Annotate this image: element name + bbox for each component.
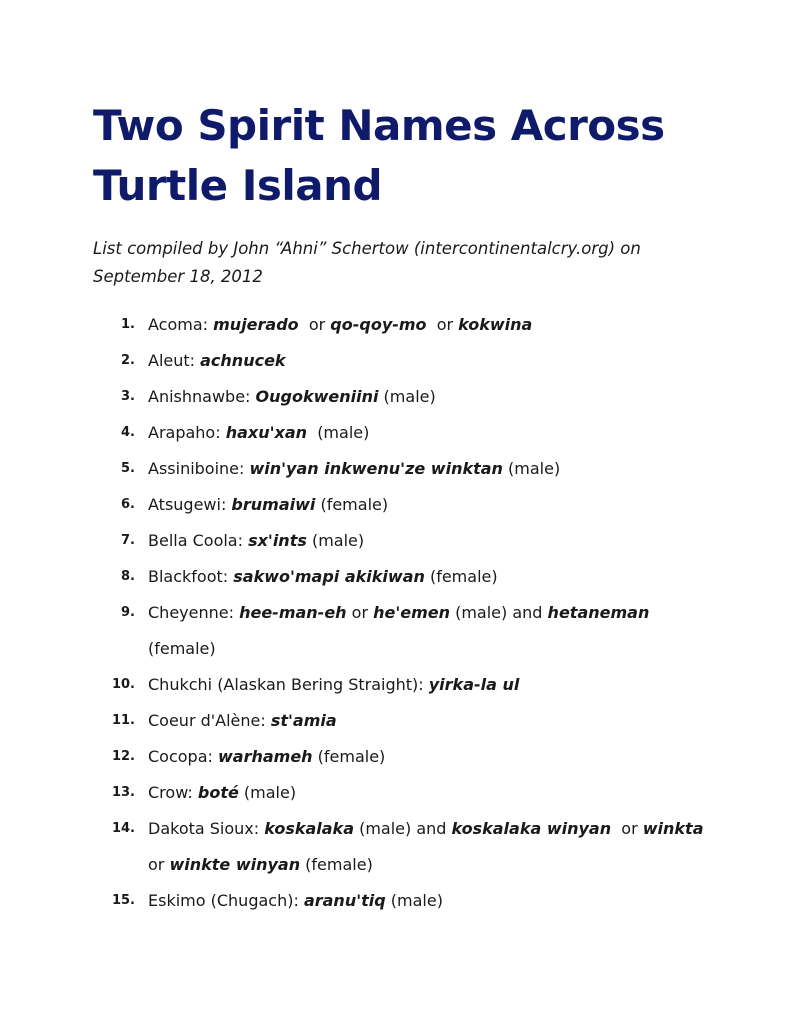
- list-item-text: Cocopa:: [148, 747, 218, 766]
- list-item-text: (female): [315, 495, 389, 514]
- two-spirit-term: brumaiwi: [231, 495, 316, 514]
- list-item-number: 6.: [121, 497, 135, 512]
- list-item: [93, 883, 713, 919]
- list-item: [93, 739, 713, 775]
- two-spirit-term: achnucek: [200, 351, 286, 370]
- list-item: [93, 415, 713, 451]
- list-item-text: Eskimo (Chugach):: [148, 891, 304, 910]
- two-spirit-term: boté: [197, 783, 239, 802]
- two-spirit-term: win'yan inkwenu'ze winktan: [249, 459, 503, 478]
- subtitle: List compiled by John “Ahni” Schertow (intercontinentalcry.org) on September 18, 2012: [93, 239, 641, 286]
- list-item-text: Bella Coola:: [148, 531, 249, 550]
- two-spirit-term: winkta: [642, 819, 704, 838]
- list-item-number: 3.: [121, 389, 135, 404]
- list-item-number: 9.: [121, 605, 135, 620]
- list-item-text: (male): [306, 531, 365, 550]
- list-item-text: or: [298, 315, 331, 334]
- list-item-number: 5.: [121, 461, 135, 476]
- list-item-text: Chukchi (Alaskan Bering Straight):: [148, 675, 429, 694]
- list-item-number: 2.: [121, 353, 135, 368]
- list-item-number: 1.: [121, 317, 135, 332]
- two-spirit-term: mujerado: [213, 315, 299, 334]
- list-item-number: 15.: [111, 893, 135, 908]
- two-spirit-term: st'amia: [270, 711, 337, 730]
- list-item-number: 12.: [111, 749, 135, 764]
- two-spirit-term: haxu'xan: [225, 423, 308, 442]
- list-item-number: 13.: [111, 785, 135, 800]
- list-item-number: 11.: [111, 713, 135, 728]
- two-spirit-term: hee-man-eh: [239, 603, 347, 622]
- list-item: [93, 811, 713, 883]
- list-item-number: 10.: [111, 677, 135, 692]
- list-item: [93, 343, 713, 379]
- list-item: [93, 559, 713, 595]
- list-item: [93, 703, 713, 739]
- list-item-text: (male) and: [450, 603, 548, 622]
- list-item-text: Coeur d'Alène:: [148, 711, 271, 730]
- two-spirit-term: yirka-la ul: [428, 675, 520, 694]
- list-item: [93, 487, 713, 523]
- list-item-text: Assiniboine:: [148, 459, 250, 478]
- two-spirit-term: sakwo'mapi akikiwan: [233, 567, 425, 586]
- list-item-text: Aleut:: [148, 351, 201, 370]
- names-list: [93, 307, 713, 919]
- list-item-text: Crow:: [148, 783, 198, 802]
- list-item-text: (male): [307, 423, 370, 442]
- list-item-number: 14.: [111, 821, 135, 836]
- list-item-text: Arapaho:: [148, 423, 226, 442]
- two-spirit-term: koskalaka: [264, 819, 354, 838]
- two-spirit-term: qo-qoy-mo: [330, 315, 427, 334]
- list-item: [93, 523, 713, 559]
- list-item-text: or: [426, 315, 459, 334]
- two-spirit-term: he'emen: [373, 603, 451, 622]
- list-item: [93, 595, 713, 667]
- page-title: Two Spirit Names Across Turtle Island: [93, 101, 665, 210]
- list-item-text: Blackfoot:: [148, 567, 234, 586]
- two-spirit-term: warhameh: [217, 747, 313, 766]
- list-item-text: or: [346, 603, 374, 622]
- list-item: [93, 379, 713, 415]
- two-spirit-term: kokwina: [458, 315, 533, 334]
- list-item-number: 8.: [121, 569, 135, 584]
- list-item-text: (male): [378, 387, 436, 406]
- list-item-text: Acoma:: [148, 315, 214, 334]
- list-item-number: 7.: [121, 533, 135, 548]
- list-item-text: or: [148, 819, 709, 874]
- list-item-text: (female): [148, 603, 655, 658]
- two-spirit-term: aranu'tiq: [303, 891, 386, 910]
- list-item: [93, 451, 713, 487]
- list-item: [93, 775, 713, 811]
- list-item-text: (male) and: [354, 819, 452, 838]
- list-item-text: Anishnawbe:: [148, 387, 256, 406]
- two-spirit-term: koskalaka winyan: [451, 819, 612, 838]
- two-spirit-term: winkte winyan: [169, 855, 301, 874]
- two-spirit-term: hetaneman: [547, 603, 650, 622]
- list-item-number: 4.: [121, 425, 135, 440]
- list-item-text: Dakota Sioux:: [148, 819, 265, 838]
- two-spirit-term: Ougokweniini: [255, 387, 379, 406]
- list-item-text: (male): [502, 459, 561, 478]
- list-item-text: Atsugewi:: [148, 495, 232, 514]
- list-item-text: or: [611, 819, 643, 838]
- list-item-text: (female): [312, 747, 386, 766]
- list-item-text: (female): [300, 855, 373, 874]
- list-item-text: Cheyenne:: [148, 603, 240, 622]
- two-spirit-term: sx'ints: [248, 531, 307, 550]
- list-item-text: (female): [424, 567, 498, 586]
- list-item-text: (male): [238, 783, 297, 802]
- list-item-text: (male): [385, 891, 443, 910]
- list-item: [93, 667, 713, 703]
- list-item: [93, 307, 713, 343]
